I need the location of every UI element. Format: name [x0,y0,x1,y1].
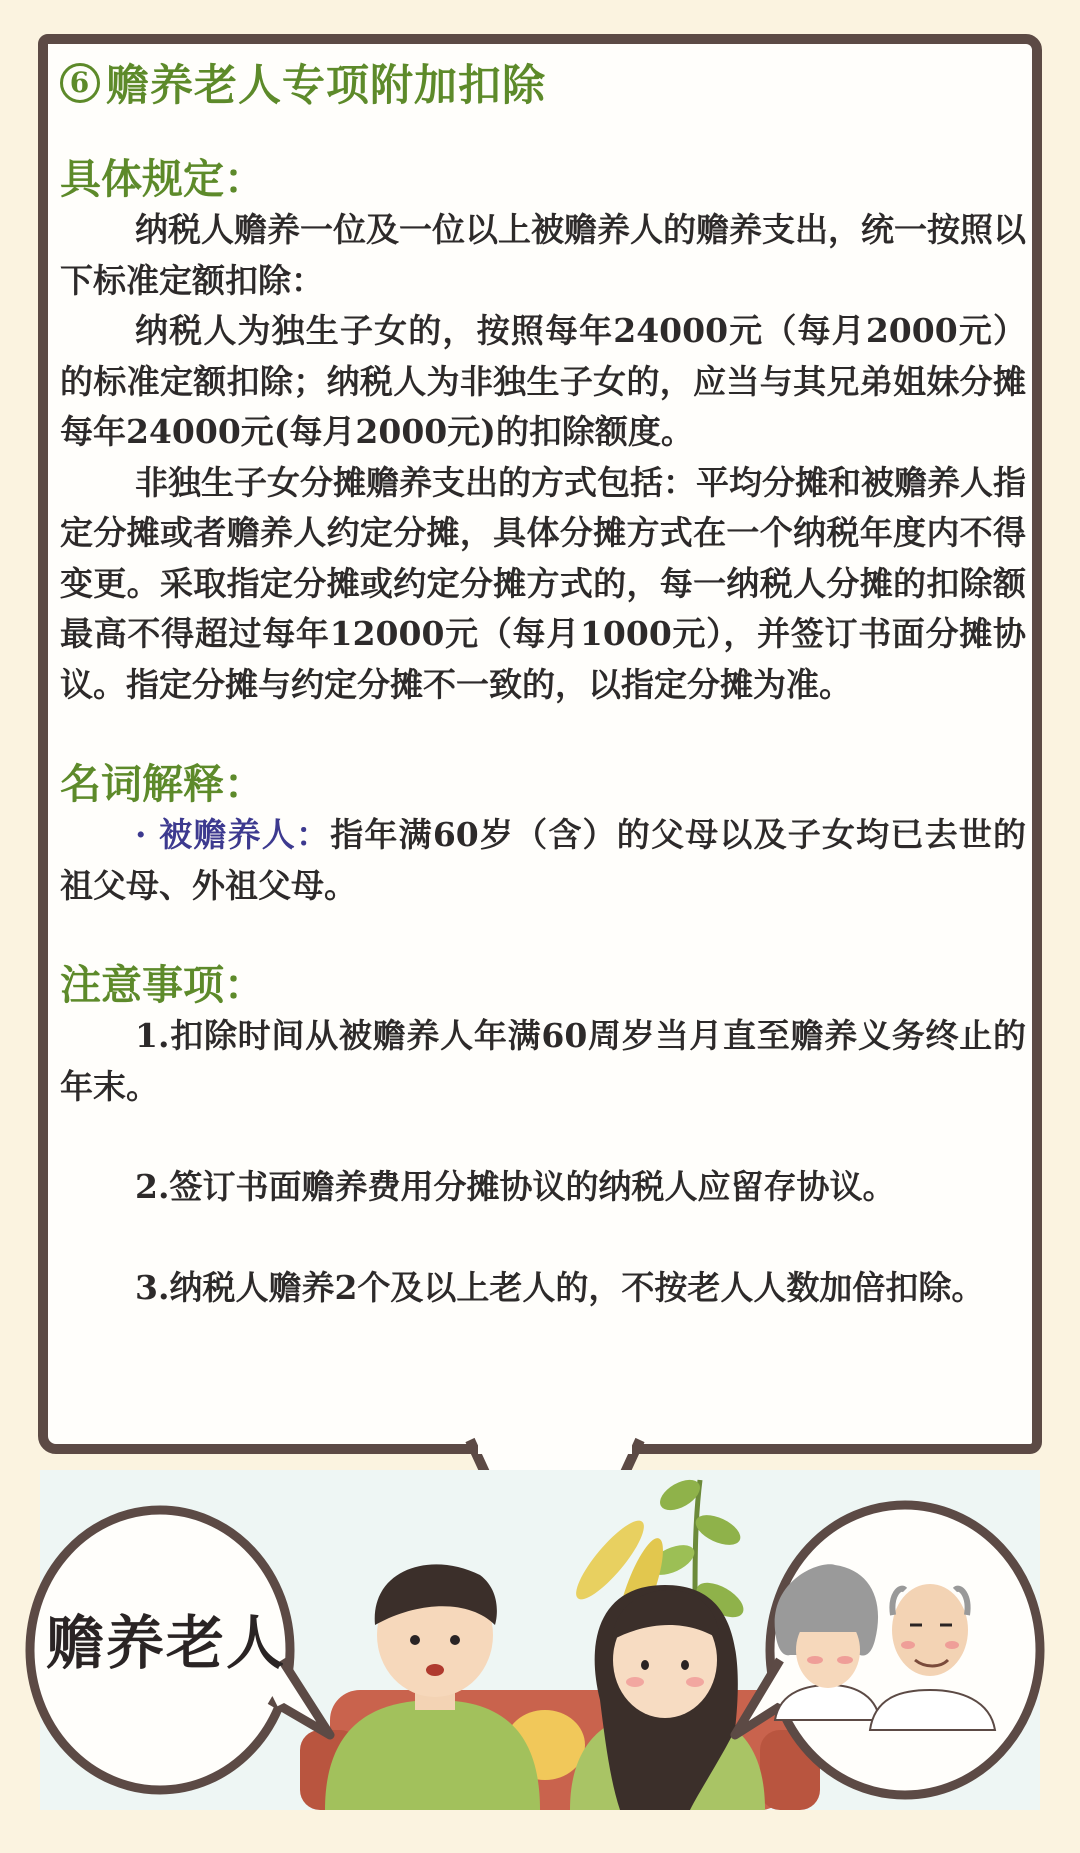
term-text: 指年满60岁（含）的父母以及子女均已去世的祖父母、外祖父母。 [60,815,1026,905]
rules-paragraph-3: 非独生子女分摊赡养支出的方式包括：平均分摊和被赡养人指定分摊或者赡养人约定分摊，具体分摊方式在一个纳税年度内不得变更。采取指定分摊或约定分摊方式的，每一纳税人分摊的扣除额最高不得超过每年12000元（每月1000元），并签订书面分摊协议。指定分摊与约定分摊不一致的，以指定分摊为准。 [60,462,1026,704]
circled-number: 6 [60,63,100,103]
elderly-woman-figure [775,1564,880,1720]
note-item-1: 1.扣除时间从被赡养人年满60周岁当月直至赡养义务终止的年末。 [60,1016,1026,1106]
tail-join [478,1440,632,1454]
term-label: · 被赡养人： [135,815,331,854]
note-item-2: 2.签订书面赡养费用分摊协议的纳税人应留存协议。 [135,1167,896,1206]
title-text: 赡养老人专项附加扣除 [106,61,546,111]
terms-heading: 名词解释： [60,760,265,808]
rules-heading: 具体规定： [60,155,265,203]
note-item-3: 3.纳税人赡养2个及以上老人的，不按老人人数加倍扣除。 [135,1267,985,1307]
notes-heading: 注意事项： [60,961,265,1009]
rules-paragraph-1: 纳税人赡养一位及一位以上被赡养人的赡养支出，统一按照以下标准定额扣除： [60,210,1026,300]
rules-paragraph-2: 纳税人为独生子女的，按照每年24000元（每月2000元）的标准定额扣除；纳税人为非独生子女的，应当与其兄弟姐妹分摊每年24000元(每月2000元)的扣除额度。 [60,311,1026,451]
badge-text: 赡养老人 [46,1609,287,1677]
